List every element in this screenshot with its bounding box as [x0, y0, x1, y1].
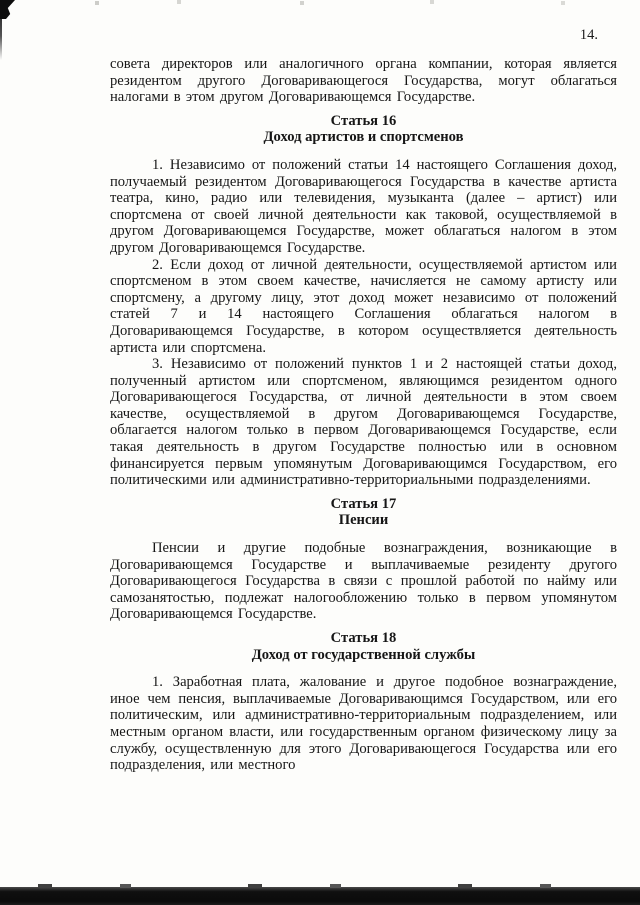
- article16-paragraph-1: 1. Независимо от положений статьи 14 настоящего Соглашения доход, получаемый резидентом Договаривающегося Государства в качестве артиста театра, кино, радио или телевидения, музыканта (далее – артист) или спортсмена от своей личной деятельности как таковой, осуществляемой в другом Договаривающемся Государстве, может облагаться налогом в этом другом Договаривающемся Государстве.: [110, 156, 617, 256]
- article16-number-heading: Статья 16: [330, 112, 397, 129]
- article16-paragraph-2: 2. Если доход от личной деятельности, осуществляемой артистом или спортсменом в этом своем качестве, начисляется не самому артисту или спортсмену, а другому лицу, этот доход может независимо от положений статей 7 и 14 настоящего Соглашения облагаться налогом в Договаривающемся Государстве, в котором осуществляется деятельность артиста или спортсмена.: [110, 256, 617, 356]
- article18-title-heading: Доход от государственной службы: [251, 646, 476, 663]
- page-number: 14.: [579, 27, 598, 43]
- document-body: [110, 56, 617, 774]
- article17-paragraph: Пенсии и другие подобные вознаграждения, возникающие в Договаривающемся Государстве и выплачиваемые резиденту другого Договаривающегося Государства в связи с прошлой работой по найму или самозанятостью, подлежат налогообложению только в первом упомянутом Договаривающемся Государстве.: [110, 540, 617, 623]
- article17-number-heading: Статья 17: [330, 495, 397, 512]
- article16-title-heading: Доход артистов и спортсменов: [263, 129, 464, 146]
- scan-artifact-bottom-strip: [0, 887, 640, 905]
- paragraph-continuation: совета директоров или аналогичного органа компании, которая является резидентом другого Договаривающегося Государства, могут облагаться налогами в этом другом Договаривающемся Государстве.: [110, 56, 617, 106]
- article18-number-heading: Статья 18: [330, 630, 397, 646]
- scan-artifact-top-left-corner: [0, 0, 15, 19]
- article18-paragraph-1: 1. Заработная плата, жалование и другое подобное вознаграждение, иное чем пенсия, выплачиваемые Договаривающимся Государством, или его политическим, или административно-территориальным подразделением, или местным органом власти, или государственным органом физическому лицу за службу, осуществленную для этого Договаривающегося Государства или его подразделения, или местного: [110, 674, 617, 774]
- article17-title-heading: Пенсии: [338, 512, 389, 529]
- article16-heading-group: [110, 113, 617, 146]
- article16-paragraph-3: 3. Независимо от положений пунктов 1 и 2 настоящей статьи доход, полученный артистом или спортсменом, являющимся резидентом одного Договаривающегося Государства, от личной деятельности в этом своем качестве, осуществляемой в другом Договаривающемся Государстве, облагается налогом только в первом Договаривающемся Государстве, если такая деятельность в другом Государстве полностью или в основном финансируется первым упомянутым Договаривающимся Государством, его политическими или административно-территориальными подразделениями.: [110, 356, 617, 489]
- article17-heading-group: [110, 496, 617, 529]
- article18-heading-group: [110, 630, 617, 663]
